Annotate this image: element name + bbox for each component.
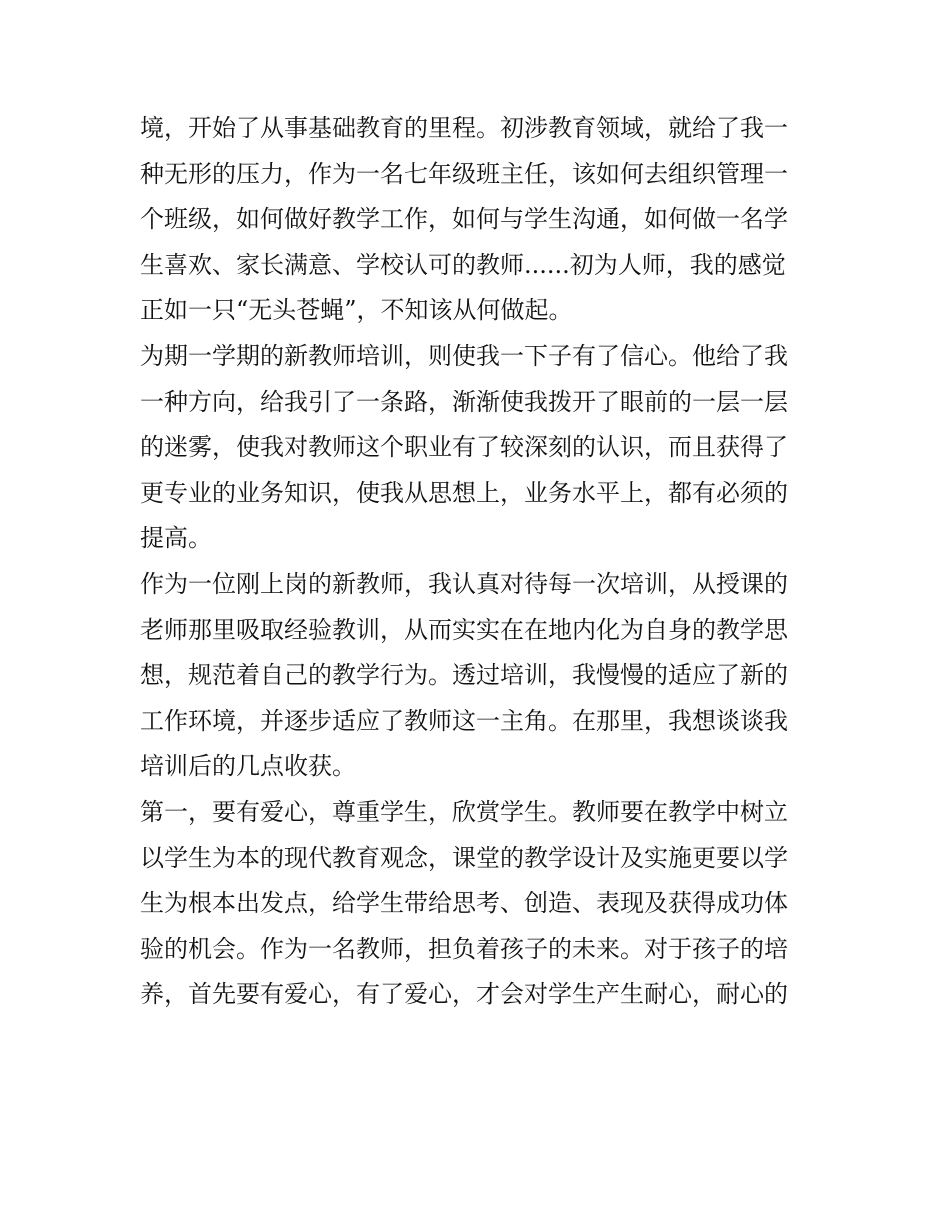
text-line: 验的机会。作为一名教师，担负着孩子的未来。对于孩子的培 [140, 934, 788, 963]
text-line: 提高。 [140, 524, 212, 553]
text-line: 第一，要有爱心，尊重学生，欣赏学生。教师要在教学中树立 [140, 797, 788, 826]
text-line: 作为一位刚上岗的新教师，我认真对待每一次培训，从授课的 [140, 569, 788, 598]
text-line: 境，开始了从事基础教育的里程。初涉教育领域，就给了我一 [140, 114, 788, 142]
text-line: 老师那里吸取经验教训，从而实实在在地内化为自身的教学思 [140, 615, 788, 644]
text-line: 种无形的压力，作为一名七年级班主任，该如何去组织管理一 [140, 159, 788, 188]
paragraph-2 [140, 334, 820, 562]
text-line: 的迷雾，使我对教师这个职业有了较深刻的认识，而且获得了 [140, 433, 788, 462]
text-line: 培训后的几点收获。 [140, 752, 356, 781]
text-line: 更专业的业务知识，使我从思想上，业务水平上，都有必须的 [140, 478, 788, 507]
text-line: 生喜欢、家长满意、学校认可的教师......初为人师，我的感觉 [140, 250, 786, 279]
document-body [140, 106, 820, 1018]
text-line: 生为根本出发点，给学生带给思考、创造、表现及获得成功体 [140, 889, 788, 918]
text-line: 工作环境，并逐步适应了教师这一主角。在那里，我想谈谈我 [140, 706, 788, 735]
text-line: 为期一学期的新教师培训，则使我一下子有了信心。他给了我 [140, 341, 788, 370]
text-line: 以学生为本的现代教育观念，课堂的教学设计及实施更要以学 [140, 843, 788, 872]
text-line: 养，首先要有爱心，有了爱心，才会对学生产生耐心，耐心的 [140, 980, 788, 1009]
text-line: 想，规范着自己的教学行为。透过培训，我慢慢的适应了新的 [140, 661, 788, 690]
text-line: 个班级，如何做好教学工作，如何与学生沟通，如何做一名学 [140, 205, 788, 234]
text-line: 正如一只“无头苍蝇”，不知该从何做起。 [140, 296, 573, 325]
paragraph-1 [140, 106, 820, 334]
paragraph-3 [140, 562, 820, 790]
paragraph-4 [140, 790, 820, 1018]
text-line: 一种方向，给我引了一条路，渐渐使我拨开了眼前的一层一层 [140, 387, 788, 416]
